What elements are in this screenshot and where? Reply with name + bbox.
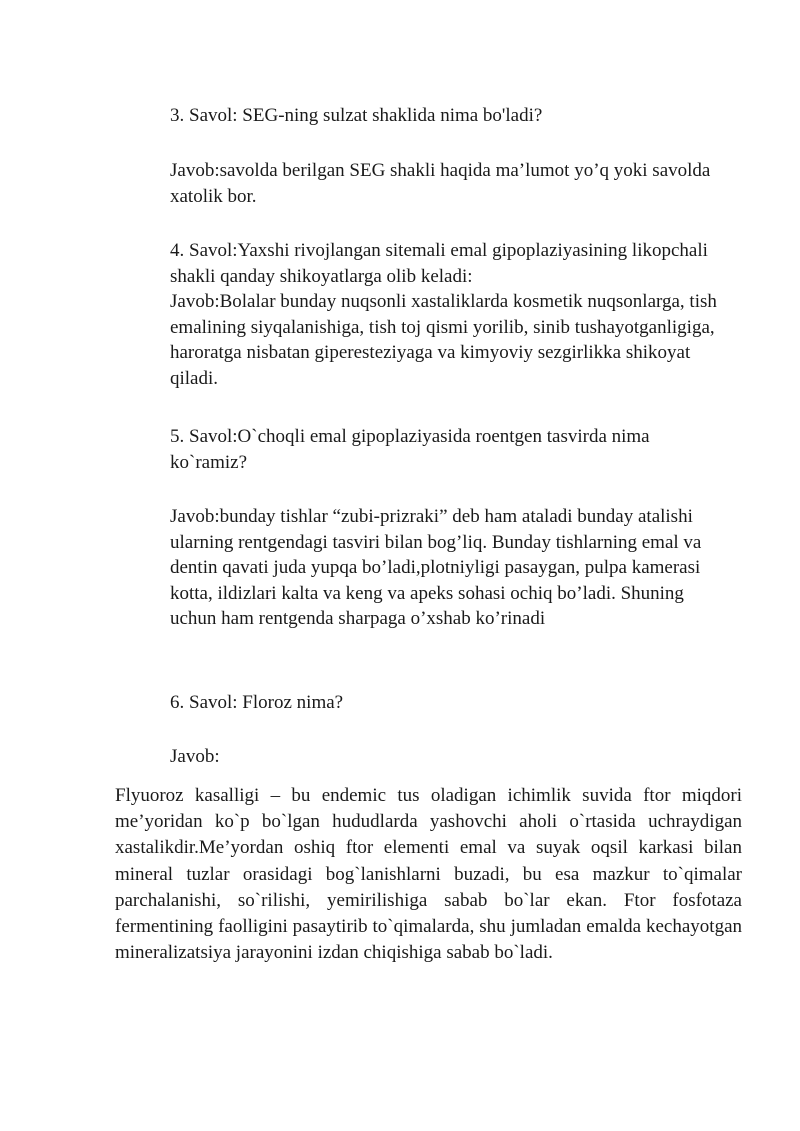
answer-6: Javob: bbox=[170, 746, 220, 767]
question-4: 4. Savol:Yaxshi rivojlangan sitemali emal gipoplaziyasining likopchali shakli qanday shikoyatlarga olib keladi: bbox=[170, 240, 708, 287]
question-3: 3. Savol: SEG-ning sulzat shaklida nima bo'ladi? bbox=[170, 105, 543, 126]
question-6: 6. Savol: Floroz nima? bbox=[170, 692, 344, 713]
answer-4: Javob:Bolalar bunday nuqsonli xastaliklarda kosmetik nuqsonlarga, tish emalining siyqalanishiga, tish toj qismi yorilib, sinib tushayotganligiga, haroratga nisbatan giperesteziyaga va kimyoviy sezgirlikka shikoyat qiladi. bbox=[170, 291, 717, 389]
answer-5: Javob:bunday tishlar “zubi-prizraki” deb ham ataladi bunday atalishi ularning rentgendagi tasviri bilan bog’liq. Bunday tishlarning emal va dentin qavati juda yupqa bo’ladi,plotniyligi pasaygan, pulpa kamerasi kotta, ildizlari kalta va keng va apeks sohasi ochiq bo’ladi. Shuning uchun ham rentgenda sharpaga o’xshab ko’rinadi bbox=[170, 506, 702, 629]
answer-3: Javob:savolda berilgan SEG shakli haqida ma’lumot yo’q yoki savolda xatolik bor. bbox=[170, 160, 711, 207]
floroz-definition-paragraph: Flyuoroz kasalligi – bu endemic tus oladigan ichimlik suvida ftor miqdori me’yoridan ko`p bo`lgan hududlarda yashovchi aholi o`rtasida uchraydigan xastalikdir.Me’yordan oshiq ftor elementi emal va suyak oqsil karkasi bilan mineral tuzlar orasidagi bog`lanishlarni buzadi, bu esa mazkur to`qimalar parchalanishi, so`rilishi, yemirilishiga sabab bo`lar ekan. Ftor fosfotaza fermentining faolligini pasaytirib to`qimalarda, shu jumladan emalda kechayotgan mineralizatsiya jarayonini izdan chiqishiga sabab bo`ladi. bbox=[115, 785, 742, 964]
question-5: 5. Savol:O`choqli emal gipoplaziyasida roentgen tasvirda nima ko`ramiz? bbox=[170, 426, 650, 473]
